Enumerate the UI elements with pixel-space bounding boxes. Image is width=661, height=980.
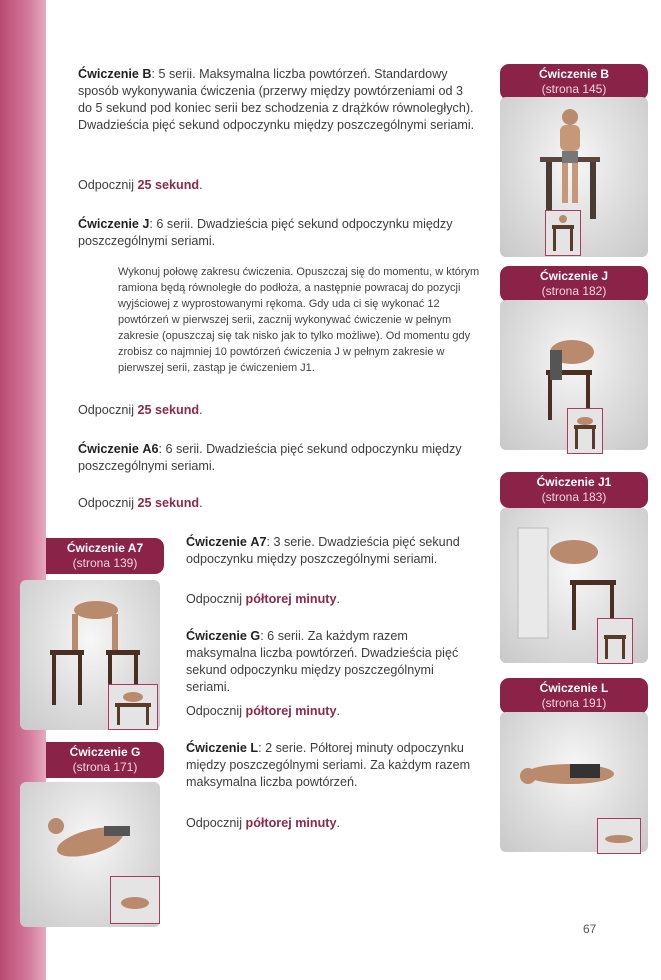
exercise-letter: A6: [142, 442, 159, 456]
exercise-description: : 6 serii. Dwadzieścia pięć sekund odpoczynku między poszczególnymi seriami.: [78, 442, 462, 473]
exercise-name: Ćwiczenie: [78, 67, 139, 81]
exercise-letter: A7: [250, 535, 267, 549]
rest-line-6: [186, 815, 340, 832]
chair-icon: [598, 619, 632, 663]
rest-prefix: Odpocznij: [186, 704, 246, 718]
label-page: (strona 139): [72, 556, 138, 570]
rest-suffix: .: [336, 816, 340, 830]
paragraph-exercise-a6: [78, 441, 480, 475]
rest-value: półtorej minuty: [245, 816, 337, 830]
exercise-name: Ćwiczenie: [78, 442, 139, 456]
rest-suffix: .: [336, 592, 340, 606]
exercise-description: : 6 serii. Dwadzieścia pięć sekund odpoczynku między poszczególnymi seriami.: [78, 217, 453, 248]
label-title: Ćwiczenie A7: [66, 541, 144, 555]
exercise-letter: B: [142, 67, 152, 81]
rest-value: półtorej minuty: [245, 592, 337, 606]
chair-icon: [568, 409, 602, 453]
rest-value: półtorej minuty: [245, 704, 337, 718]
rest-suffix: .: [199, 403, 203, 417]
rest-prefix: Odpocznij: [78, 496, 138, 510]
rest-line-5: [186, 703, 340, 720]
exercise-name: Ćwiczenie: [186, 741, 247, 755]
exercise-letter: J: [142, 217, 150, 231]
chair-icon: [109, 685, 157, 729]
exercise-letter: G: [250, 629, 261, 643]
label-title: Ćwiczenie G: [69, 745, 141, 759]
exercise-description: : 3 serie. Dwadzieścia pięć sekund odpoczynku między poszczególnymi seriami.: [186, 535, 460, 566]
exercise-name: Ćwiczenie: [186, 629, 247, 643]
label-exercise-b: [500, 64, 648, 100]
exercise-letter: L: [250, 741, 259, 755]
thumb-exercise-g: [110, 876, 160, 924]
label-page: (strona 183): [541, 490, 607, 504]
label-title: Ćwiczenie J1: [536, 475, 612, 489]
note-exercise-j: Wykonuj połowę zakresu ćwiczenia. Opuszczaj się do momentu, w którym ramiona będą równoległe do podłoża, a następnie powracaj do pozycji wyjściowej z wyprostowanymi rękoma. Gdy uda ci się wykonać 12 powtórzeń w pierwszej serii, zacznij wykonywać ćwiczenie w pełnym zakresie (opuszczaj się tak nisko jak to tylko możliwe). Od momentu gdy zrobisz co najmniej 10 powtórzeń ćwiczenia J w pełnym zakresie w pierwszej serii, zastąp je ćwiczeniem J1.: [118, 266, 480, 374]
figure-lying-icon: [111, 877, 159, 923]
rest-line-2: [78, 402, 203, 419]
rest-prefix: Odpocznij: [78, 178, 138, 192]
rest-line-1: [78, 177, 203, 194]
label-title: Ćwiczenie L: [539, 681, 609, 695]
rest-line-4: [186, 591, 340, 608]
rest-prefix: Odpocznij: [186, 816, 246, 830]
paragraph-exercise-g: [186, 628, 481, 696]
label-page: (strona 182): [541, 284, 607, 298]
rest-value: 25 sekund: [137, 178, 200, 192]
thumb-exercise-l: [597, 818, 641, 854]
paragraph-exercise-j: [78, 216, 480, 250]
chair-icon: [546, 211, 580, 255]
rest-value: 25 sekund: [137, 403, 200, 417]
rest-value: 25 sekund: [137, 496, 200, 510]
thumb-exercise-b: [545, 210, 581, 256]
rest-prefix: Odpocznij: [78, 403, 138, 417]
paragraph-exercise-a7: [186, 534, 481, 568]
paragraph-exercise-b: [78, 66, 480, 134]
thumb-exercise-j: [567, 408, 603, 454]
rest-suffix: .: [199, 496, 203, 510]
exercise-description: : 5 serii. Maksymalna liczba powtórzeń. Standardowy sposób wykonywania ćwiczenia (przerwy między powtórzeniami od 3 do 5 sekund pod koniec serii bez schodzenia z drążków równoległych). Dwadzieścia pięć sekund odpoczynku między poszczególnymi seriami.: [78, 67, 475, 132]
label-exercise-a7: [46, 538, 164, 574]
label-exercise-j: [500, 266, 648, 302]
label-exercise-g: [46, 742, 164, 778]
label-page: (strona 145): [541, 82, 607, 96]
exercise-name: Ćwiczenie: [186, 535, 247, 549]
rest-suffix: .: [199, 178, 203, 192]
paragraph-exercise-l: [186, 740, 481, 791]
rest-prefix: Odpocznij: [186, 592, 246, 606]
rest-suffix: .: [336, 704, 340, 718]
label-exercise-l: [500, 678, 648, 714]
label-exercise-j1: [500, 472, 648, 508]
label-title: Ćwiczenie B: [538, 67, 610, 81]
rest-line-3: [78, 495, 203, 512]
label-title: Ćwiczenie J: [539, 269, 609, 283]
label-page: (strona 191): [541, 696, 607, 710]
figure-floor-icon: [598, 819, 640, 853]
page-number: 67: [583, 922, 597, 936]
thumb-exercise-j1: [597, 618, 633, 664]
exercise-description: : 2 serie. Półtorej minuty odpoczynku między poszczególnymi seriami. Za każdym razem maksymalna liczba powtórzeń.: [186, 741, 471, 789]
label-page: (strona 171): [72, 760, 138, 774]
exercise-name: Ćwiczenie: [78, 217, 139, 231]
exercise-description: : 6 serii. Za każdym razem maksymalna liczba powtórzeń. Dwadzieścia pięć sekund odpoczynku między poszczególnymi seriami.: [186, 629, 459, 694]
thumb-exercise-a7: [108, 684, 158, 730]
